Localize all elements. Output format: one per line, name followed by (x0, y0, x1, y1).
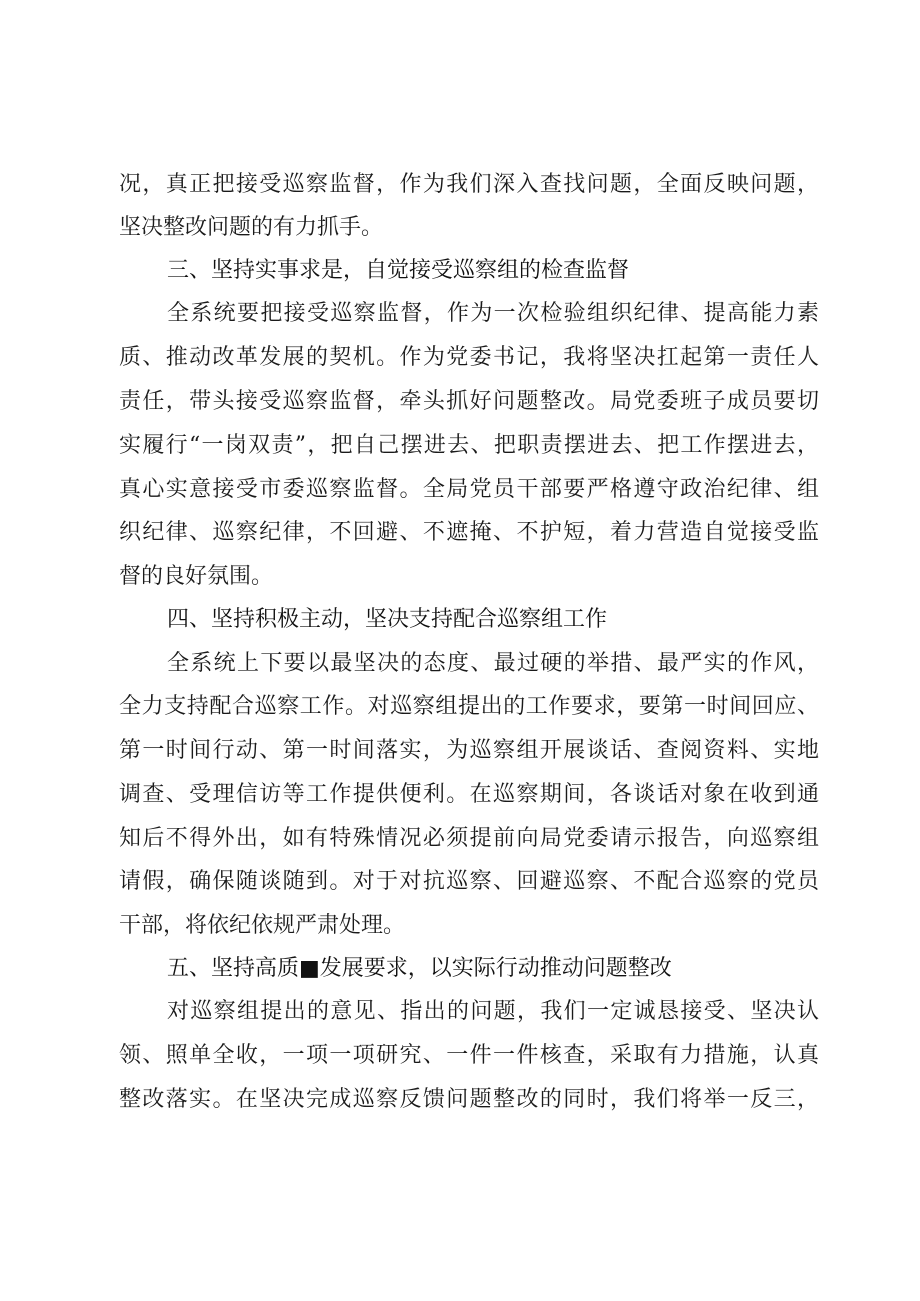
paragraph-line: 责任，带头接受巡察监督，牵头抓好问题整改。局党委班子成员要切 (119, 389, 819, 414)
paragraph-line: 领、照单全收，一项一项研究、一件一件核查，采取有力措施，认真 (119, 1043, 819, 1068)
paragraph-line: 全力支持配合巡察工作。对巡察组提出的工作要求，要第一时间回应、 (119, 694, 819, 719)
paragraph-line: 知后不得外出，如有特殊情况必须提前向局党委请示报告，向巡察组 (119, 826, 819, 851)
paragraph-line: 全系统上下要以最坚决的态度、最过硬的举措、最严实的作风， (167, 651, 819, 676)
paragraph-line: 真心实意接受市委巡察监督。全局党员干部要严格遵守政治纪律、组 (119, 477, 819, 502)
paragraph-line: 督的良好氛围。 (119, 564, 274, 589)
section-heading-5: 五、坚持高质■发展要求，以实际行动推动问题整改 (167, 956, 672, 981)
paragraph-line: 请假，确保随谈随到。对于对抗巡察、回避巡察、不配合巡察的党员 (119, 869, 819, 894)
paragraph-line: 第一时间行动、第一时间落实，为巡察组开展谈话、查阅资料、实地 (119, 738, 819, 763)
paragraph-line: 全系统要把接受巡察监督，作为一次检验组织纪律、提高能力素 (167, 301, 819, 326)
paragraph-line: 织纪律、巡察纪律，不回避、不遮掩、不护短，着力营造自觉接受监 (119, 520, 819, 545)
paragraph-line: 干部，将依纪依规严肃处理。 (119, 913, 406, 938)
paragraph-line: 质、推动改革发展的契机。作为党委书记，我将坚决扛起第一责任人 (119, 345, 819, 370)
paragraph-line: 坚决整改问题的有力抓手。 (119, 215, 384, 240)
paragraph-line: 对巡察组提出的意见、指出的问题，我们一定诚恳接受、坚决认 (167, 999, 819, 1024)
section-heading-3: 三、坚持实事求是，自觉接受巡察组的检查监督 (167, 258, 630, 283)
paragraph-line: 况，真正把接受巡察监督，作为我们深入查找问题，全面反映问题， (119, 172, 819, 197)
paragraph-line: 实履行“一岗双责”，把自己摆进去、把职责摆进去、把工作摆进去， (119, 433, 819, 458)
section-heading-4: 四、坚持积极主动，坚决支持配合巡察组工作 (167, 607, 608, 632)
paragraph-line: 调查、受理信访等工作提供便利。在巡察期间，各谈话对象在收到通 (119, 782, 819, 807)
paragraph-line: 整改落实。在坚决完成巡察反馈问题整改的同时，我们将举一反三， (119, 1087, 819, 1112)
